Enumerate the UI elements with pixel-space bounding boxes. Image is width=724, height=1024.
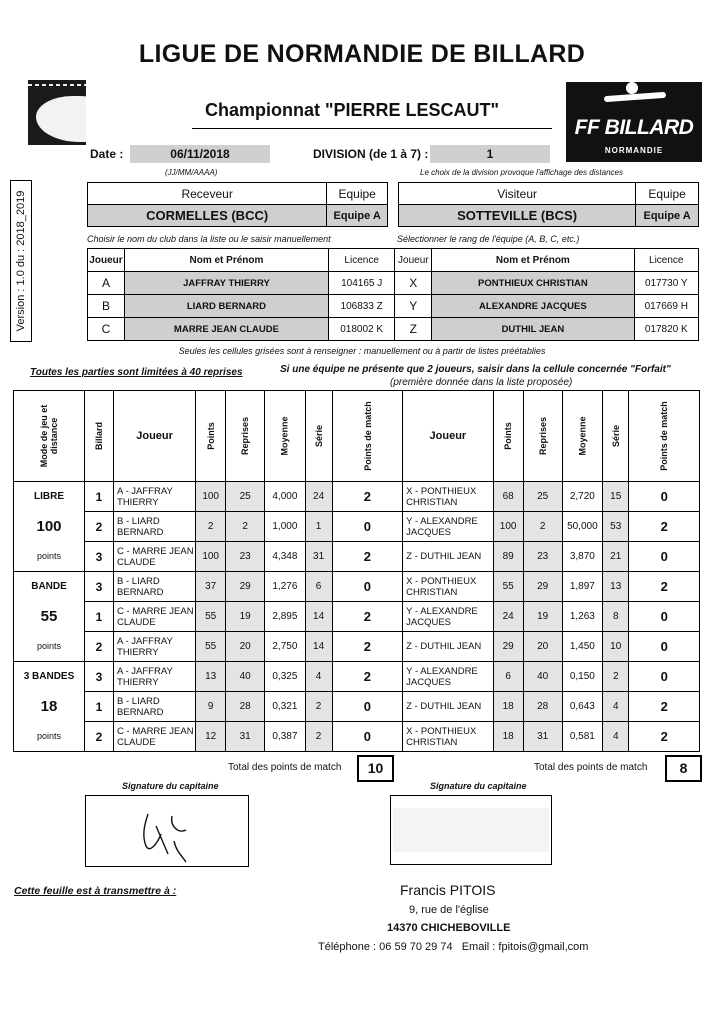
away-match-points: 2 [629,512,700,542]
home-serie[interactable]: 1 [305,512,332,542]
away-match-points: 2 [629,722,700,752]
home-player[interactable]: C - MARRE JEAN CLAUDE [114,602,196,632]
away-player-name[interactable]: PONTHIEUX CHRISTIAN [432,272,634,295]
home-reprises[interactable]: 31 [226,722,265,752]
home-moyenne: 2,750 [265,632,305,662]
away-points[interactable]: 24 [493,602,523,632]
table-row [14,572,700,602]
home-moyenne: 1,276 [265,572,305,602]
away-match-points: 2 [629,572,700,602]
home-match-points: 0 [332,572,403,602]
home-points[interactable]: 55 [196,602,226,632]
mode-unit: points [14,722,85,752]
home-points[interactable]: 100 [196,482,226,512]
away-points[interactable]: 18 [493,692,523,722]
nom-header: Nom et Prénom [124,249,328,272]
joueur-header: Joueur [88,249,125,272]
home-player-name[interactable]: LIARD BERNARD [124,295,328,318]
joueur-grid-header: Joueur [114,391,196,482]
licence-header: Licence [328,249,394,272]
home-reprises[interactable]: 20 [226,632,265,662]
away-total-label: Total des points de match [534,762,648,773]
away-player[interactable]: Y - ALEXANDRE JACQUES [403,602,493,632]
licence-header-away: Licence [634,249,698,272]
billiard-number: 3 [85,542,114,572]
home-reprises[interactable]: 40 [226,662,265,692]
home-serie[interactable]: 14 [305,602,332,632]
division-field[interactable]: 1 [430,145,550,163]
contact-street: 9, rue de l'église [409,904,489,916]
home-reprises[interactable]: 28 [226,692,265,722]
away-moyenne: 0,581 [562,722,602,752]
nom-header-away: Nom et Prénom [432,249,634,272]
away-reprises[interactable]: 28 [523,692,562,722]
home-points[interactable]: 100 [196,542,226,572]
billiard-number: 2 [85,632,114,662]
away-player[interactable]: X - PONTHIEUX CHRISTIAN [403,722,493,752]
away-reprises[interactable]: 25 [523,482,562,512]
home-moyenne: 2,895 [265,602,305,632]
mode-header: Mode de jeu et distance [14,391,85,482]
away-serie[interactable]: 2 [603,662,629,692]
away-moyenne: 0,643 [562,692,602,722]
away-reprises[interactable]: 2 [523,512,562,542]
away-player[interactable]: Y - ALEXANDRE JACQUES [403,512,493,542]
home-serie[interactable]: 4 [305,662,332,692]
home-moyenne: 4,348 [265,542,305,572]
home-player[interactable]: B - LIARD BERNARD [114,512,196,542]
home-moyenne: 4,000 [265,482,305,512]
home-team-field[interactable]: Equipe A [327,205,388,227]
signature-scribble [86,796,248,866]
home-player[interactable]: A - JAFFRAY THIERRY [114,662,196,692]
home-match-points: 0 [332,512,403,542]
away-reprises[interactable]: 19 [523,602,562,632]
away-match-points: 0 [629,482,700,512]
mode-distance: 18 [14,692,85,722]
version-box: Version : 1.0 du : 2018_2019 [10,180,32,342]
home-points[interactable]: 2 [196,512,226,542]
division-label: DIVISION (de 1 à 7) : [313,147,429,161]
away-serie[interactable]: 4 [603,692,629,722]
home-reprises[interactable]: 25 [226,482,265,512]
forfait-note: Si une équipe ne présente que 2 joueurs, saisir dans la cellule concernée "Forfait" [280,364,671,375]
away-serie[interactable]: 10 [603,632,629,662]
date-field[interactable]: 06/11/2018 [130,145,270,163]
away-serie[interactable]: 8 [603,602,629,632]
equipe-header: Equipe [327,183,388,205]
away-match-points: 0 [629,542,700,572]
league-logo [28,80,86,145]
home-moyenne: 0,325 [265,662,305,692]
away-match-points: 2 [629,692,700,722]
away-points[interactable]: 29 [493,632,523,662]
home-match-points: 2 [332,542,403,572]
table-row [14,602,700,632]
page-title: LIGUE DE NORMANDIE DE BILLARD [138,40,586,68]
send-label: Cette feuille est à transmettre à : [14,885,177,897]
results-table: Mode de jeu et distance Billard Joueur Points Reprises Moyenne Série Points de match Joueur Points Reprises Moyenne Série Points de match LIBRE 1 A - JAFFRAY THIERRY 100 25 4,000 24 2 X - PONTHIEUX CHRISTIAN 68 25 2,720 15 0 100 2 B - LIARD BERNARD 2 2 1,000 1 0 Y - ALEXANDRE JACQUES 100 2 50,000 53 2 points 3 C - MARRE JEAN CLAUDE 100 23 4,348 31 2 Z - DUTHIL JEAN 89 23 3,870 21 0 BANDE 3 B - LIARD BERNARD 37 29 1,276 6 0 X - PONTHIEUX CHRISTIAN 55 29 1,897 13 2 55 1 C - MARRE JEAN CLAUDE 55 19 2,895 14 2 Y - ALEXANDRE JACQUES 24 19 1,263 8 0 points 2 A - JAFFRAY THIERRY 55 20 2,750 14 2 Z - DUTHIL JEAN 29 20 1,450 10 0 3 BANDES 3 A - JAFFRAY THIERRY 13 40 0,325 4 2 Y - ALEXANDRE JACQUES 6 40 0,150 2 0 18 1 B - LIARD BERNARD 9 28 0,321 2 0 Z - DUTHIL JEAN 18 28 0,643 4 2 points 2 C - MARRE JEAN CLAUDE 12 31 0,387 2 0 X - PONTHIEUX CHRISTIAN 18 31 0,581 4 2 [13,390,700,752]
away-reprises[interactable]: 23 [523,542,562,572]
forfait-note-detail: (première donnée dans la liste proposée) [390,377,573,388]
contact-details: Téléphone : 06 59 70 29 74 Email : fpitois@gmail,com [318,941,589,953]
table-row [14,512,700,542]
away-points[interactable]: 89 [493,542,523,572]
home-player[interactable]: B - LIARD BERNARD [114,692,196,722]
home-match-points: 2 [332,662,403,692]
table-row [14,692,700,722]
billiard-number: 2 [85,722,114,752]
home-player-licence: 106833 Z [328,295,394,318]
table-row [14,662,700,692]
home-points[interactable]: 13 [196,662,226,692]
away-moyenne: 1,450 [562,632,602,662]
equipe-header-away: Equipe [636,183,699,205]
away-player-licence: 017669 H [634,295,698,318]
grey-cells-note: Seules les cellules grisées sont à renseigner : manuellement ou à partir de listes préétablies [178,346,546,356]
player-row: B LIARD BERNARD 106833 Z Y ALEXANDRE JACQUES 017669 H [88,295,699,318]
away-total-points: 8 [665,755,702,782]
title-underline [192,128,552,129]
date-format: (JJ/MM/AAAA) [165,168,218,177]
away-serie[interactable]: 21 [603,542,629,572]
home-moyenne: 1,000 [265,512,305,542]
away-serie[interactable]: 53 [603,512,629,542]
home-player[interactable]: C - MARRE JEAN CLAUDE [114,542,196,572]
mode-name: 3 BANDES [14,662,85,692]
home-match-points: 2 [332,482,403,512]
home-points[interactable]: 12 [196,722,226,752]
home-reprises[interactable]: 23 [226,542,265,572]
home-player[interactable]: C - MARRE JEAN CLAUDE [114,722,196,752]
mode-distance: 100 [14,512,85,542]
away-reprises[interactable]: 40 [523,662,562,692]
home-player-name[interactable]: JAFFRAY THIERRY [124,272,328,295]
home-moyenne: 0,321 [265,692,305,722]
home-player[interactable]: B - LIARD BERNARD [114,572,196,602]
mode-unit: points [14,632,85,662]
players-table [87,248,699,341]
home-match-points: 0 [332,692,403,722]
home-serie[interactable]: 14 [305,632,332,662]
away-moyenne: 1,263 [562,602,602,632]
away-reprises[interactable]: 31 [523,722,562,752]
mode-distance: 55 [14,602,85,632]
away-serie[interactable]: 4 [603,722,629,752]
away-club-field[interactable]: SOTTEVILLE (BCS) [398,205,635,227]
mode-name: LIBRE [14,482,85,512]
home-points[interactable]: 55 [196,632,226,662]
date-label: Date : [90,147,124,161]
home-points[interactable]: 9 [196,692,226,722]
home-reprises[interactable]: 19 [226,602,265,632]
table-row [14,722,700,752]
home-points[interactable]: 37 [196,572,226,602]
division-note: Le choix de la division provoque l'affichage des distances [420,168,623,177]
billiard-number: 3 [85,662,114,692]
home-reprises[interactable]: 29 [226,572,265,602]
home-match-points: 0 [332,722,403,752]
away-match-points: 0 [629,602,700,632]
billard-header: Billard [85,391,114,482]
billiard-number: 1 [85,602,114,632]
home-player-licence: 104165 J [328,272,394,295]
away-player-name[interactable]: DUTHIL JEAN [432,318,634,341]
billiard-number: 1 [85,482,114,512]
ff-billard-logo: FF BILLARD NORMANDIE [566,82,702,162]
away-player[interactable]: Y - ALEXANDRE JACQUES [403,662,493,692]
home-player-name[interactable]: MARRE JEAN CLAUDE [124,318,328,341]
home-serie[interactable]: 24 [305,482,332,512]
table-row [14,482,700,512]
mode-unit: points [14,542,85,572]
away-points[interactable]: 6 [493,662,523,692]
table-row [14,632,700,662]
away-moyenne: 2,720 [562,482,602,512]
billiard-number: 2 [85,512,114,542]
billiard-number: 3 [85,572,114,602]
contact-city: 14370 CHICHEBOVILLE [387,922,511,934]
away-serie[interactable]: 15 [603,482,629,512]
home-player-licence: 018002 K [328,318,394,341]
team-rank-note: Sélectionner le rang de l'équipe (A, B, C, etc.) [397,234,580,244]
away-match-points: 0 [629,632,700,662]
home-club-field[interactable]: CORMELLES (BCC) [88,205,327,227]
home-serie[interactable]: 31 [305,542,332,572]
away-team-field[interactable]: Equipe A [636,205,699,227]
visiteur-header: Visiteur [398,183,635,205]
away-signature-box[interactable] [390,795,552,865]
home-serie[interactable]: 6 [305,572,332,602]
championship-title: Championnat "PIERRE LESCAUT" [205,100,500,120]
away-player[interactable]: Z - DUTHIL JEAN [403,542,493,572]
away-player-licence: 017730 Y [634,272,698,295]
home-match-points: 2 [332,602,403,632]
player-row: C MARRE JEAN CLAUDE 018002 K Z DUTHIL JEAN 017820 K [88,318,699,341]
home-signature-label: Signature du capitaine [122,781,219,791]
away-points[interactable]: 68 [493,482,523,512]
joueur-header-away: Joueur [395,249,432,272]
away-player[interactable]: X - PONTHIEUX CHRISTIAN [403,572,493,602]
home-total-label: Total des points de match [228,762,342,773]
receveur-header: Receveur [88,183,327,205]
contact-name: Francis PITOIS [400,882,496,898]
billiard-number: 1 [85,692,114,722]
home-serie[interactable]: 2 [305,722,332,752]
player-row: A JAFFRAY THIERRY 104165 J X PONTHIEUX CHRISTIAN 017730 Y [88,272,699,295]
away-reprises[interactable]: 20 [523,632,562,662]
away-points[interactable]: 100 [493,512,523,542]
home-signature-box[interactable] [85,795,249,867]
home-total-points: 10 [357,755,394,782]
away-player-licence: 017820 K [634,318,698,341]
away-moyenne: 3,870 [562,542,602,572]
home-player[interactable]: A - JAFFRAY THIERRY [114,632,196,662]
away-match-points: 0 [629,662,700,692]
reprises-limit-note: Toutes les parties sont limitées à 40 reprises [30,367,243,378]
home-reprises[interactable]: 2 [226,512,265,542]
home-serie[interactable]: 2 [305,692,332,722]
away-reprises[interactable]: 29 [523,572,562,602]
away-moyenne: 50,000 [562,512,602,542]
away-signature-label: Signature du capitaine [430,781,527,791]
table-row [14,542,700,572]
teams-table [87,182,699,227]
away-points[interactable]: 55 [493,572,523,602]
away-serie[interactable]: 13 [603,572,629,602]
away-player-name[interactable]: ALEXANDRE JACQUES [432,295,634,318]
away-moyenne: 1,897 [562,572,602,602]
club-note: Choisir le nom du club dans la liste ou le saisir manuellement [87,234,331,244]
home-match-points: 2 [332,632,403,662]
home-moyenne: 0,387 [265,722,305,752]
away-points[interactable]: 18 [493,722,523,752]
mode-name: BANDE [14,572,85,602]
away-player[interactable]: X - PONTHIEUX CHRISTIAN [403,482,493,512]
home-player[interactable]: A - JAFFRAY THIERRY [114,482,196,512]
away-player[interactable]: Z - DUTHIL JEAN [403,632,493,662]
away-moyenne: 0,150 [562,662,602,692]
away-player[interactable]: Z - DUTHIL JEAN [403,692,493,722]
